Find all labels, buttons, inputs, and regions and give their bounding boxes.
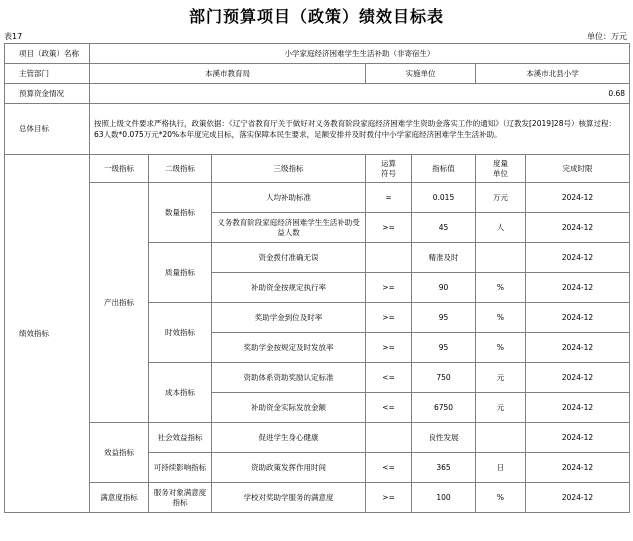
project-name-value: 小学家庭经济困难学生生活补助（非寄宿生） bbox=[90, 44, 630, 64]
metric-deadline: 2024-12 bbox=[526, 393, 630, 423]
level1-benefit: 效益指标 bbox=[90, 423, 149, 483]
metric-unit: % bbox=[476, 483, 526, 513]
level1-output: 产出指标 bbox=[90, 183, 149, 423]
performance-section-label: 绩效指标 bbox=[5, 155, 90, 513]
metric-name: 奖助学金按规定及时发放率 bbox=[212, 333, 366, 363]
implementer-label: 实施单位 bbox=[366, 64, 476, 84]
metric-name: 义务教育阶段家庭经济困难学生生活补助受益人数 bbox=[212, 213, 366, 243]
col-header-value: 指标值 bbox=[412, 155, 476, 183]
unit-label: 单位：万元 bbox=[587, 32, 627, 41]
metric-operator: >= bbox=[366, 303, 412, 333]
metric-name: 促进学生身心健康 bbox=[212, 423, 366, 453]
page-title: 部门预算项目（政策）绩效目标表 bbox=[188, 7, 444, 26]
col-header-operator: 运算 符号 bbox=[366, 155, 412, 183]
overall-goal-label: 总体目标 bbox=[5, 104, 90, 155]
metric-value: 750 bbox=[412, 363, 476, 393]
metric-deadline: 2024-12 bbox=[526, 363, 630, 393]
department-value: 本溪市教育局 bbox=[90, 64, 366, 84]
metric-unit: 万元 bbox=[476, 183, 526, 213]
metric-deadline: 2024-12 bbox=[526, 333, 630, 363]
level2-service-satisfaction: 服务对象满意度指标 bbox=[149, 483, 212, 513]
col-header-level3: 三级指标 bbox=[212, 155, 366, 183]
metric-operator: >= bbox=[366, 483, 412, 513]
col-header-deadline: 完成时限 bbox=[526, 155, 630, 183]
metric-value: 365 bbox=[412, 453, 476, 483]
metric-deadline: 2024-12 bbox=[526, 453, 630, 483]
metric-value: 95 bbox=[412, 303, 476, 333]
metric-name: 奖助学金到位及时率 bbox=[212, 303, 366, 333]
metric-operator: >= bbox=[366, 333, 412, 363]
metric-name: 资助政策发挥作用时间 bbox=[212, 453, 366, 483]
level2-quantity: 数量指标 bbox=[149, 183, 212, 243]
level2-cost: 成本指标 bbox=[149, 363, 212, 423]
metric-unit: 元 bbox=[476, 363, 526, 393]
metric-operator: >= bbox=[366, 213, 412, 243]
metric-value: 精准及时 bbox=[412, 243, 476, 273]
metric-operator bbox=[366, 423, 412, 453]
level1-satisfaction: 满意度指标 bbox=[90, 483, 149, 513]
overall-goal-text: 按照上级文件要求严格执行，政策依据：《辽宁省教育厅关于做好对义务教育阶段家庭经济困难学生资助金落实工作的通知》（辽教发[2019]28号）核算过程：63人数*0.075万元*20%本年度完成目标，落实保障本民生要求，足额安排并及时拨付中小学家庭经济困难学生生活补助。 bbox=[90, 104, 630, 155]
metric-unit: 日 bbox=[476, 453, 526, 483]
level2-quality: 质量指标 bbox=[149, 243, 212, 303]
table-number: 表17 bbox=[4, 32, 23, 41]
metric-deadline: 2024-12 bbox=[526, 243, 630, 273]
metric-deadline: 2024-12 bbox=[526, 423, 630, 453]
metric-unit bbox=[476, 423, 526, 453]
metric-value: 0.015 bbox=[412, 183, 476, 213]
department-label: 主管部门 bbox=[5, 64, 90, 84]
metric-operator: = bbox=[366, 183, 412, 213]
metric-name: 补助资金实际发放金额 bbox=[212, 393, 366, 423]
metric-operator: >= bbox=[366, 273, 412, 303]
metric-deadline: 2024-12 bbox=[526, 213, 630, 243]
level2-social-benefit: 社会效益指标 bbox=[149, 423, 212, 453]
metric-unit: % bbox=[476, 333, 526, 363]
col-header-level1: 一级指标 bbox=[90, 155, 149, 183]
level2-timeliness: 时效指标 bbox=[149, 303, 212, 363]
metric-unit: 人 bbox=[476, 213, 526, 243]
metric-deadline: 2024-12 bbox=[526, 483, 630, 513]
metric-value: 95 bbox=[412, 333, 476, 363]
col-header-unit: 度量 单位 bbox=[476, 155, 526, 183]
metric-unit: % bbox=[476, 273, 526, 303]
level2-sustainability: 可持续影响指标 bbox=[149, 453, 212, 483]
metric-value: 6750 bbox=[412, 393, 476, 423]
implementer-value: 本溪市北县小学 bbox=[476, 64, 630, 84]
metric-name: 补助资金按规定执行率 bbox=[212, 273, 366, 303]
project-name-label: 项目（政策）名称 bbox=[5, 44, 90, 64]
metric-operator: <= bbox=[366, 453, 412, 483]
metric-unit: % bbox=[476, 303, 526, 333]
funds-label: 预算资金情况 bbox=[5, 84, 90, 104]
metric-name: 人均补助标准 bbox=[212, 183, 366, 213]
col-header-level2: 二级指标 bbox=[149, 155, 212, 183]
metric-operator: <= bbox=[366, 363, 412, 393]
metric-name: 资金拨付准确无误 bbox=[212, 243, 366, 273]
metric-value: 45 bbox=[412, 213, 476, 243]
metric-operator: <= bbox=[366, 393, 412, 423]
metric-deadline: 2024-12 bbox=[526, 183, 630, 213]
metric-name: 资助体系资助奖励认定标准 bbox=[212, 363, 366, 393]
metric-value: 100 bbox=[412, 483, 476, 513]
funds-value: 0.68 bbox=[90, 84, 630, 104]
metric-unit: 元 bbox=[476, 393, 526, 423]
metric-deadline: 2024-12 bbox=[526, 273, 630, 303]
performance-table bbox=[4, 43, 630, 513]
metric-operator bbox=[366, 243, 412, 273]
metric-deadline: 2024-12 bbox=[526, 303, 630, 333]
metric-value: 良性发展 bbox=[412, 423, 476, 453]
metric-name: 学校对奖助学服务的满意度 bbox=[212, 483, 366, 513]
metric-unit bbox=[476, 243, 526, 273]
metric-value: 90 bbox=[412, 273, 476, 303]
